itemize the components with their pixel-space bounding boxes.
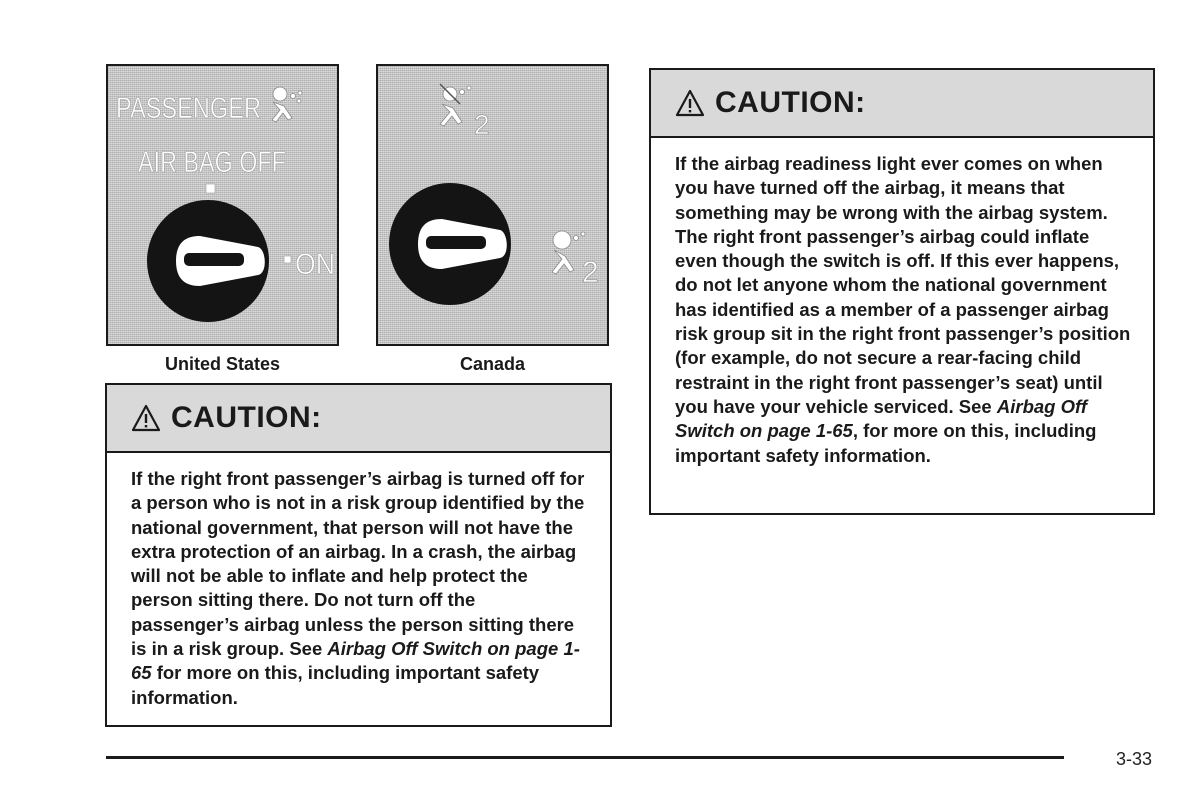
airbag-off-label: AIR BAG OFF — [138, 146, 286, 179]
passenger-airbag-icon — [272, 87, 302, 122]
caution-box-readiness-light — [649, 68, 1155, 515]
caution-body — [107, 453, 610, 710]
caution-text: If the airbag readiness light ever comes on when you have turned off the airbag, it means that something may be wrong with the airbag system. The right front passenger’s airbag could inflate even though the switch is off. If this ever happens, do not let anyone whom the national government has identified as a member of a passenger airbag risk group sit in the right front passenger’s position (for example, do not secure a rear-facing child restraint in the right front passenger’s seat) until you have your vehicle serviced. See — [675, 153, 1131, 417]
canada-airbag-switch-illustration — [376, 64, 609, 346]
caution-heading: CAUTION: — [715, 86, 866, 119]
caution-body — [651, 138, 1153, 468]
passenger-label: PASSENGER — [116, 92, 261, 125]
caution-header — [107, 385, 610, 453]
canada-figure-caption: Canada — [459, 354, 526, 374]
us-airbag-switch-illustration — [106, 64, 339, 346]
caution-text-end: for more on this, including important safety information. — [131, 662, 540, 708]
passenger-airbag-off-icon — [440, 84, 490, 140]
caution-box-airbag-off-risk — [105, 383, 612, 727]
caution-text-end: , for more on this, including important safety information. — [675, 420, 1097, 466]
footer-divider — [106, 756, 1064, 759]
warning-triangle-icon — [131, 404, 161, 432]
warning-triangle-icon — [675, 89, 705, 117]
cross-reference-link[interactable]: Airbag Off Switch on page 1-65 — [131, 638, 580, 684]
caution-heading: CAUTION: — [171, 401, 322, 434]
svg-text:2: 2 — [582, 256, 599, 289]
on-label: ON — [295, 248, 335, 281]
page-number: 3-33 — [1116, 749, 1153, 769]
svg-text:2: 2 — [474, 109, 490, 140]
us-figure-caption: United States — [164, 354, 281, 374]
caution-text: If the right front passenger’s airbag is turned off for a person who is not in a risk group identified by the national government, that person will not have the extra protection of an airbag. In a crash, the airbag will not be able to inflate and help protect the person sitting there. Do not turn off the passenger’s airbag unless the person sitting there is in a risk group. See — [131, 468, 585, 660]
passenger-airbag-on-icon — [552, 231, 599, 289]
cross-reference-link[interactable]: Airbag Off Switch on page 1-65 — [675, 395, 1087, 442]
off-indicator-dot — [206, 184, 215, 193]
caution-header — [651, 70, 1153, 138]
on-indicator-dot — [284, 256, 291, 263]
